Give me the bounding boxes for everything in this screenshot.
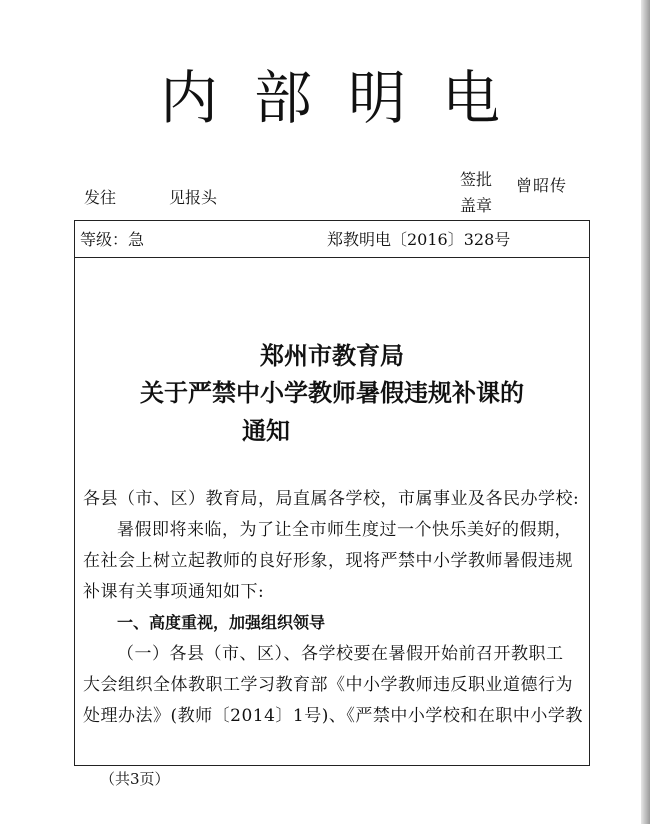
urgency-level: 等级：急 [80,230,145,249]
title-char-4: 电 [441,64,500,132]
page-edge-shadow [641,0,650,824]
page-count: （共3页） [100,770,170,788]
signer-name: 曾昭传 [516,176,568,195]
paragraph-2-line-3: 处理办法》(教师〔2014〕1号)、《严禁中小学校和在职中小学教 [83,706,583,726]
main-title [160,62,500,134]
paragraph-1-line-2: 在社会上树立起教师的良好形象，现将严禁中小学教师暑假违规 [83,551,573,571]
doc-title-line-3: 通知 [242,416,290,445]
doc-title-line-1: 郑州市教育局 [260,341,404,370]
document-frame [74,220,590,766]
send-to-value: 见报头 [169,188,218,207]
paragraph-1-line-1: 暑假即将来临，为了让全市师生度过一个快乐美好的假期， [117,520,572,540]
title-char-1: 内 [160,64,219,132]
paragraph-2-line-2: 大会组织全体教职工学习教育部《中小学教师违反职业道德行为 [83,675,573,695]
meta-row [75,221,589,258]
title-char-3: 明 [347,64,406,132]
paragraph-2-line-1: （一）各县（市、区）、各学校要在暑假开始前召开教职工 [117,644,564,664]
seal-label: 盖章 [460,196,493,215]
approve-label: 签批 [460,170,493,189]
section-1-heading: 一、高度重视，加强组织领导 [117,613,326,632]
document-number: 郑教明电〔2016〕328号 [327,230,511,249]
send-to-label: 发往 [84,188,117,207]
salutation: 各县（市、区）教育局，局直属各学校，市属事业及各民办学校: [83,489,580,509]
paragraph-1-line-3: 补课有关事项通知如下: [83,582,265,602]
title-char-2: 部 [253,64,312,132]
doc-title-line-2: 关于严禁中小学教师暑假违规补课的 [140,378,524,407]
